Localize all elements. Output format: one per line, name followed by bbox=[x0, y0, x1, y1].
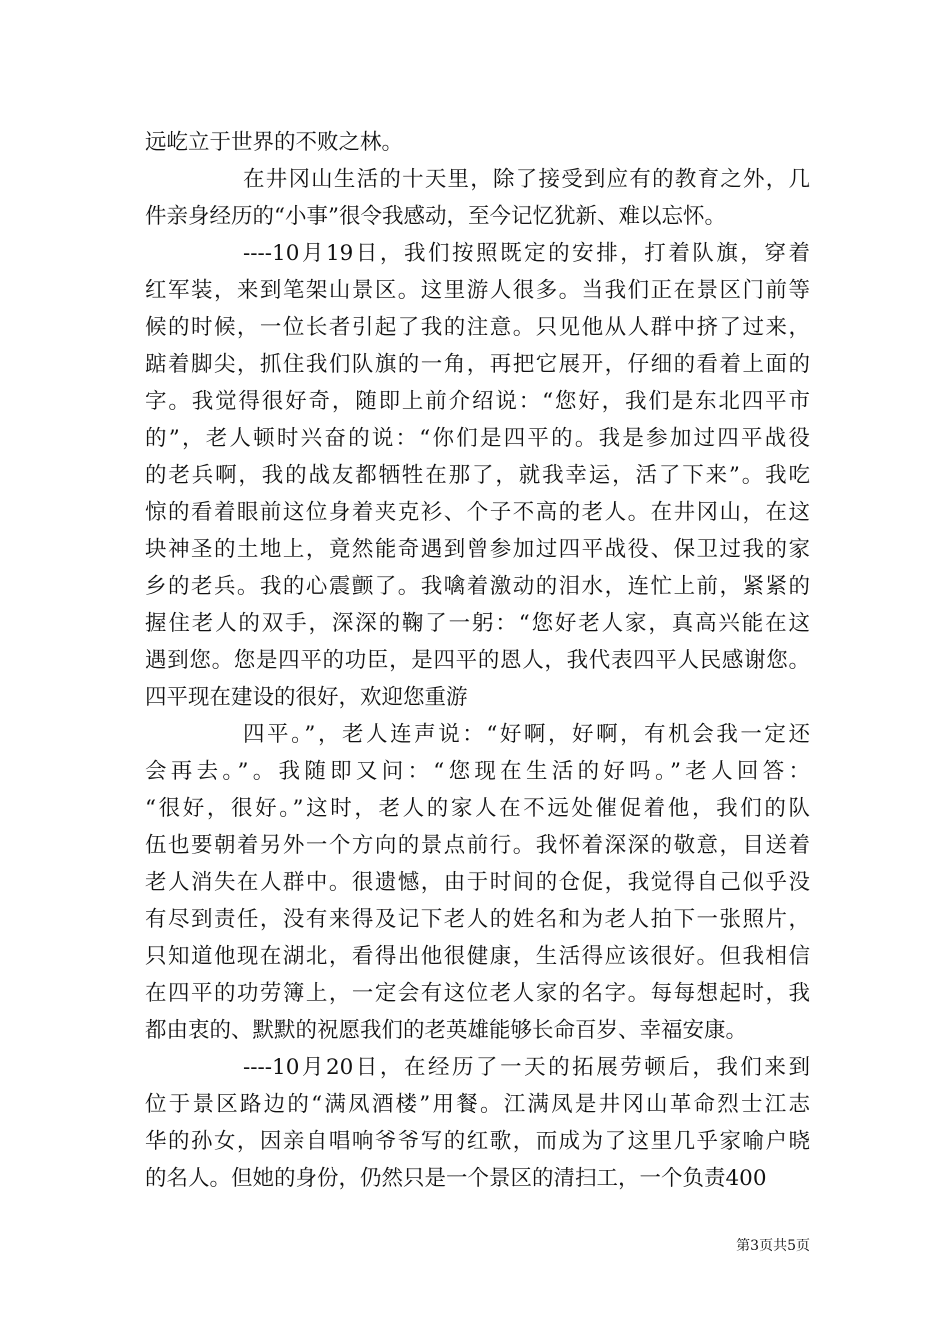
text-line: 都由衷的、默默的祝愿我们的老英雄能够长命百岁、幸福安康。 bbox=[145, 1018, 748, 1043]
page-footer: 第3页共5页 bbox=[736, 1238, 810, 1254]
paragraph bbox=[145, 161, 810, 235]
text-line: 惊的看着眼前这位身着夹克衫、个子不高的老人。在井冈山，在这 bbox=[145, 500, 810, 525]
text-line: 伍也要朝着另外一个方向的景点前行。我怀着深深的敬意，目送着 bbox=[145, 833, 810, 858]
body-text bbox=[145, 124, 810, 1197]
text-line: ----10月20日，在经历了一天的拓展劳顿后，我们来到 bbox=[243, 1055, 810, 1080]
text-line: 四平。”，老人连声说：“好啊，好啊，有机会我一定还 bbox=[243, 722, 810, 747]
text-line: ----10月19日，我们按照既定的安排，打着队旗，穿着 bbox=[243, 241, 810, 266]
text-line: 踮着脚尖，抓住我们队旗的一角，再把它展开，仔细的看着上面的 bbox=[145, 352, 810, 377]
paragraph bbox=[145, 716, 810, 1049]
text-line: 乡的老兵。我的心震颤了。我噙着激动的泪水，连忙上前，紧紧的 bbox=[145, 574, 810, 599]
text-line: 华的孙女，因亲自唱响爷爷写的红歌，而成为了这里几乎家喻户晓 bbox=[145, 1129, 810, 1154]
text-line: 在四平的功劳簿上，一定会有这位老人家的名字。每每想起时，我 bbox=[145, 981, 810, 1006]
paragraph bbox=[145, 235, 810, 716]
text-line: 握住老人的双手，深深的鞠了一躬：“您好老人家，真高兴能在这 bbox=[145, 611, 810, 636]
text-line: 在井冈山生活的十天里，除了接受到应有的教育之外，几 bbox=[243, 167, 810, 192]
text-line: 四平现在建设的很好，欢迎您重游 bbox=[145, 685, 468, 710]
text-line: “很好，很好。”这时，老人的家人在不远处催促着他，我们的队 bbox=[145, 796, 810, 821]
text-line: 红军装，来到笔架山景区。这里游人很多。当我们正在景区门前等 bbox=[145, 278, 810, 303]
text-line: 远屹立于世界的不败之林。 bbox=[145, 130, 404, 155]
paragraph bbox=[145, 124, 810, 161]
paragraph bbox=[145, 1049, 810, 1197]
text-line: 的”，老人顿时兴奋的说：“你们是四平的。我是参加过四平战役 bbox=[145, 426, 810, 451]
text-line: 候的时候，一位长者引起了我的注意。只见他从人群中挤了过来， bbox=[145, 315, 810, 340]
text-line: 的老兵啊，我的战友都牺牲在那了，就我幸运，活了下来”。我吃 bbox=[145, 463, 810, 488]
text-line: 件亲身经历的“小事”很令我感动，至今记忆犹新、难以忘怀。 bbox=[145, 204, 726, 229]
text-line: 遇到您。您是四平的功臣，是四平的恩人，我代表四平人民感谢您。 bbox=[145, 648, 810, 673]
text-line: 块神圣的土地上，竟然能奇遇到曾参加过四平战役、保卫过我的家 bbox=[145, 537, 810, 562]
text-line: 字。我觉得很好奇，随即上前介绍说：“您好，我们是东北四平市 bbox=[145, 389, 810, 414]
text-line: 老人消失在人群中。很遗憾，由于时间的仓促，我觉得自己似乎没 bbox=[145, 870, 810, 895]
text-line: 有尽到责任，没有来得及记下老人的姓名和为老人拍下一张照片， bbox=[145, 907, 810, 932]
text-line: 会再去。”。我随即又问：“您现在生活的好吗。”老人回答： bbox=[145, 759, 810, 784]
text-line: 位于景区路边的“满凤酒楼”用餐。江满凤是井冈山革命烈士江志 bbox=[145, 1092, 810, 1117]
text-line: 只知道他现在湖北，看得出他很健康，生活得应该很好。但我相信 bbox=[145, 944, 810, 969]
text-line: 的名人。但她的身份，仍然只是一个景区的清扫工，一个负责400 bbox=[145, 1166, 767, 1191]
